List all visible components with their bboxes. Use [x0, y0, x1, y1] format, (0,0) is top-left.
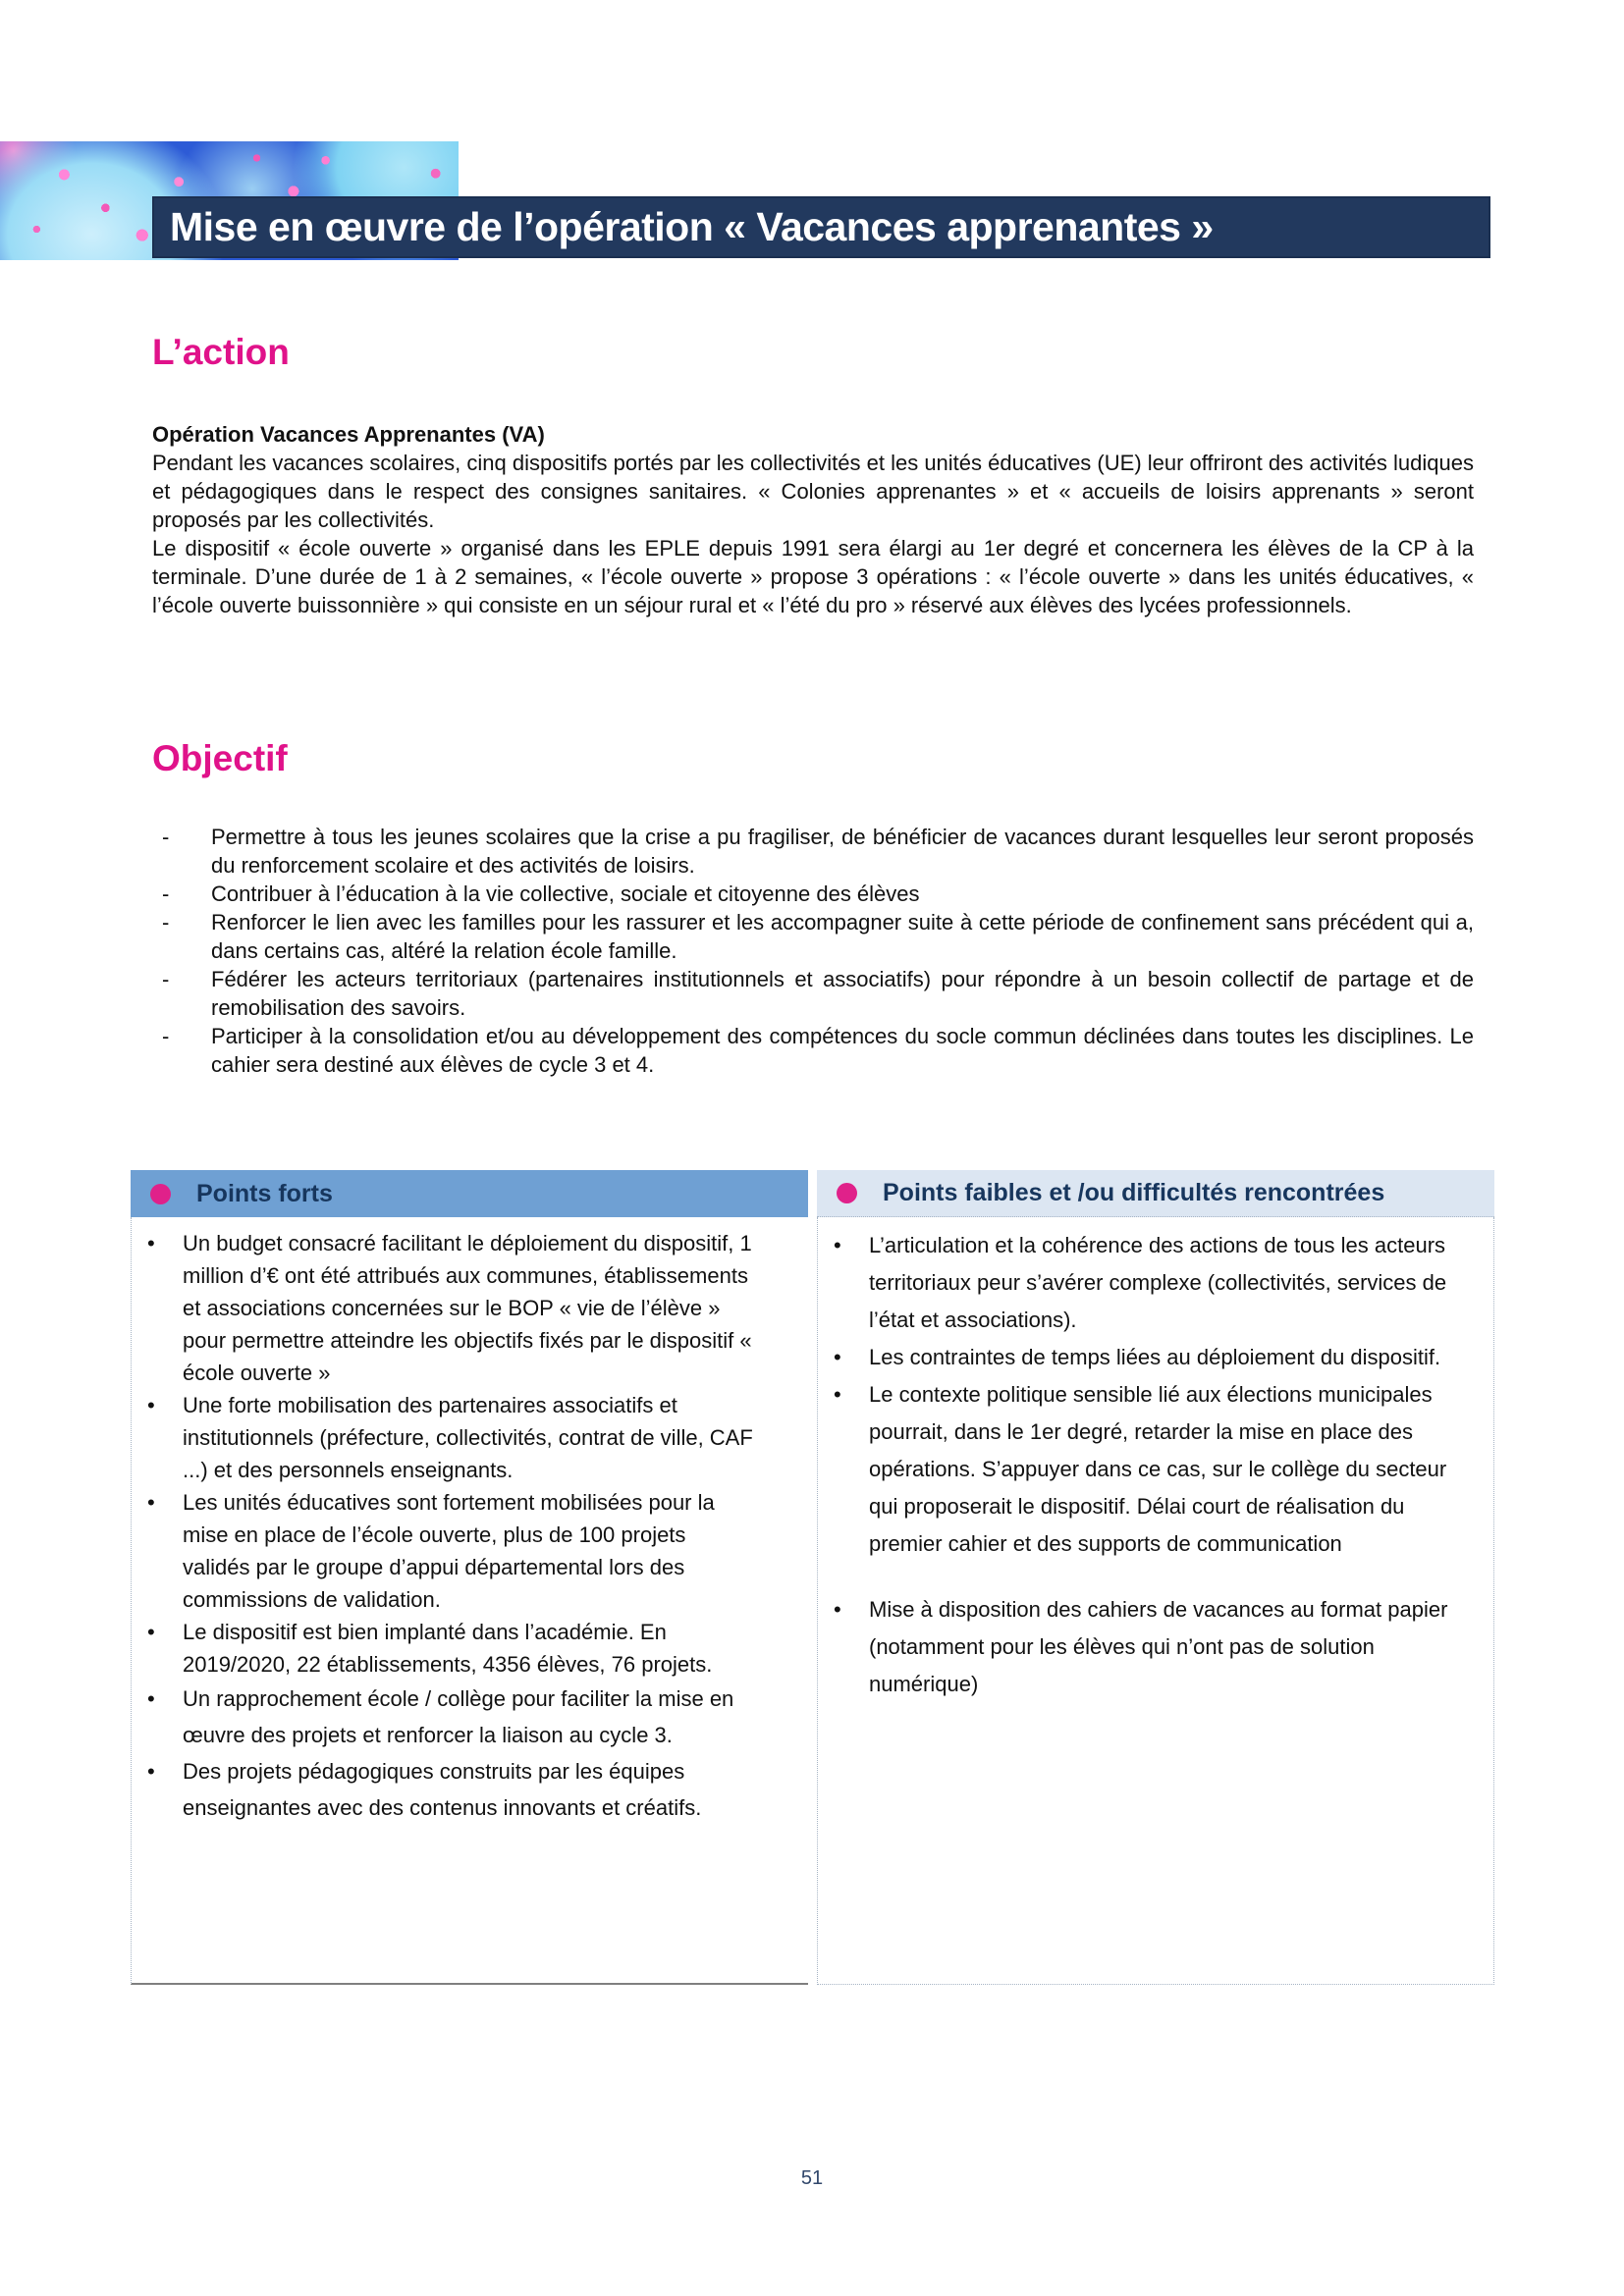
strengths-item: • Les unités éducatives sont fortement mobilisées pour la mise en place de l’école ouverte, plus de 100 projets validés par le groupe d’appui départemental lors des commissions de validation.	[143, 1486, 759, 1616]
weaknesses-item: • Le contexte politique sensible lié aux élections municipales pourrait, dans le 1er degré, retarder la mise en place des opérations. S’appuyer dans ce cas, sur le collège du secteur qui proposerait le dispositif. Délai court de réalisation du premier cahier et des supports de communication	[830, 1376, 1464, 1563]
objectif-item: - Renforcer le lien avec les familles pour les rassurer et les accompagner suite à cette période de confinement sans précédent qui a, dans certains cas, altéré la relation école famille.	[152, 908, 1474, 965]
strengths-item: • Un rapprochement école / collège pour faciliter la mise en œuvre des projets et renforcer la liaison au cycle 3.	[143, 1681, 759, 1753]
strengths-body	[131, 1217, 808, 1985]
objectif-item: - Participer à la consolidation et/ou au développement des compétences du socle commun déclinées dans toutes les disciplines. Le cahier sera destiné aux élèves de cycle 3 et 4.	[152, 1022, 1474, 1079]
weaknesses-header-label: Points faibles et /ou difficultés rencontrées	[883, 1179, 1385, 1206]
strengths-item: • Une forte mobilisation des partenaires associatifs et institutionnels (préfecture, collectivités, contrat de ville, CAF ...) et des personnels enseignants.	[143, 1389, 759, 1486]
page-title-bar	[152, 196, 1490, 258]
strengths-item: • Un budget consacré facilitant le déploiement du dispositif, 1 million d’€ ont été attribués aux communes, établissements et associations concernées sur le BOP « vie de l’élève » pour permettre atteindre les objectifs fixés par le dispositif « école ouverte »	[143, 1227, 759, 1389]
weaknesses-list	[830, 1227, 1464, 1703]
action-subheading: Opération Vacances Apprenantes (VA)	[152, 422, 545, 447]
page-number: 51	[800, 2167, 824, 2189]
strengths-header-label: Points forts	[196, 1179, 333, 1207]
strengths-item: • Le dispositif est bien implanté dans l’académie. En 2019/2020, 22 établissements, 4356 élèves, 76 projets.	[143, 1616, 759, 1681]
section-heading-action: L’action	[152, 332, 290, 372]
pink-dot-icon	[150, 1184, 171, 1204]
page-title: Mise en œuvre de l’opération « Vacances apprenantes »	[170, 204, 1214, 249]
objectif-item: - Contribuer à l’éducation à la vie collective, sociale et citoyenne des élèves	[152, 880, 1474, 908]
weaknesses-item: • L’articulation et la cohérence des actions de tous les acteurs territoriaux peur s’avérer complexe (collectivités, services de l’état et associations).	[830, 1227, 1464, 1339]
section-heading-objectif: Objectif	[152, 738, 288, 778]
strengths-list	[143, 1227, 759, 1826]
action-paragraph: Le dispositif « école ouverte » organisé dans les EPLE depuis 1991 sera élargi au 1er degré et concernera les élèves de la CP à la terminale. D’une durée de 1 à 2 semaines, « l’école ouverte » propose 3 opérations : « l’école ouverte » dans les unités éducatives, « l’école ouverte buissonnière » qui consiste en un séjour rural et « l’été du pro » réservé aux élèves des lycées professionnels.	[152, 536, 1474, 617]
pink-dot-icon	[837, 1183, 857, 1203]
objectif-item: - Permettre à tous les jeunes scolaires que la crise a pu fragiliser, de bénéficier de vacances durant lesquelles leur seront proposés du renforcement scolaire et des activités de loisirs.	[152, 823, 1474, 880]
action-paragraph: Pendant les vacances scolaires, cinq dispositifs portés par les collectivités et les unités éducatives (UE) leur offriront des activités ludiques et pédagogiques dans le respect des consignes sanitaires. « Colonies apprenantes » et « accueils de loisirs apprenants » seront proposés par les collectivités.	[152, 451, 1474, 532]
weaknesses-header	[817, 1170, 1494, 1217]
weaknesses-item: • Mise à disposition des cahiers de vacances au format papier (notamment pour les élèves qui n’ont pas de solution numérique)	[830, 1591, 1464, 1703]
weaknesses-item: • Les contraintes de temps liées au déploiement du dispositif.	[830, 1339, 1464, 1376]
strengths-header	[131, 1170, 808, 1217]
strengths-column	[131, 1170, 808, 1985]
action-section	[152, 332, 1474, 619]
strengths-item: • Des projets pédagogiques construits par les équipes enseignantes avec des contenus innovants et créatifs.	[143, 1753, 759, 1826]
strengths-weaknesses-table	[131, 1170, 1494, 1985]
objectif-item: - Fédérer les acteurs territoriaux (partenaires institutionnels et associatifs) pour répondre à un besoin collectif de partage et de remobilisation des savoirs.	[152, 965, 1474, 1022]
objectif-section	[152, 738, 1474, 1079]
weaknesses-body	[817, 1217, 1494, 1985]
objectif-list	[152, 823, 1474, 1079]
weaknesses-column	[817, 1170, 1494, 1985]
